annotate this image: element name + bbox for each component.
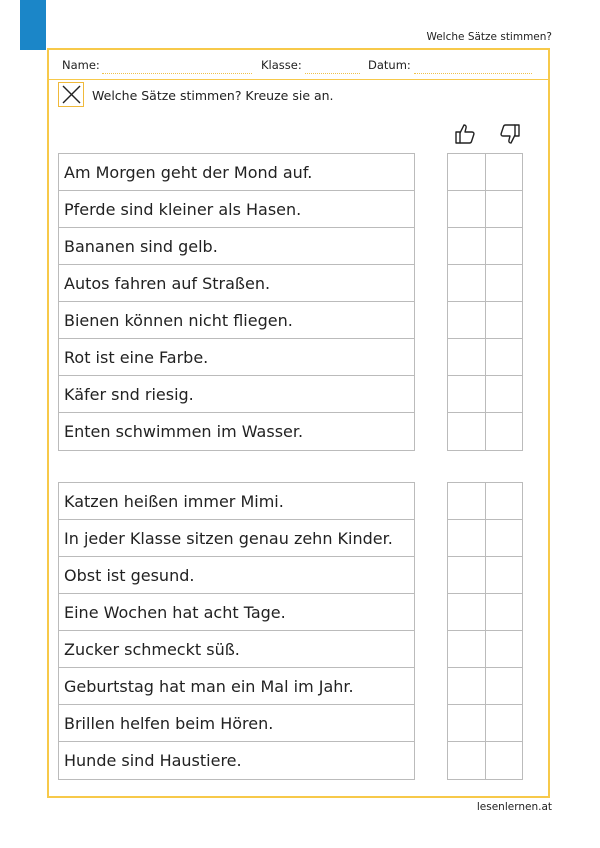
true-checkbox[interactable] — [448, 265, 486, 301]
statement-row: Brillen helfen beim Hören. — [59, 705, 414, 742]
false-checkbox[interactable] — [486, 191, 523, 227]
true-checkbox[interactable] — [448, 557, 486, 593]
statements-table-2 — [58, 482, 415, 780]
statement-row: Rot ist eine Farbe. — [59, 339, 414, 376]
thumbs-down-icon — [498, 122, 522, 146]
statement-row: Katzen heißen immer Mimi. — [59, 483, 414, 520]
statement-row: Zucker schmeckt süß. — [59, 631, 414, 668]
true-checkbox[interactable] — [448, 302, 486, 338]
false-checkbox[interactable] — [486, 742, 523, 779]
true-checkbox[interactable] — [448, 520, 486, 556]
statement-row: Am Morgen geht der Mond auf. — [59, 154, 414, 191]
checkbox-grid-2 — [447, 482, 523, 780]
cross-icon — [62, 85, 81, 104]
false-checkbox[interactable] — [486, 557, 523, 593]
false-checkbox[interactable] — [486, 339, 523, 375]
blue-corner-tab — [20, 0, 46, 50]
false-checkbox[interactable] — [486, 483, 523, 519]
false-checkbox[interactable] — [486, 594, 523, 630]
class-field[interactable] — [305, 73, 360, 74]
false-checkbox[interactable] — [486, 228, 523, 264]
statement-row: Obst ist gesund. — [59, 557, 414, 594]
date-label: Datum: — [368, 58, 411, 72]
true-checkbox[interactable] — [448, 483, 486, 519]
name-label: Name: — [62, 58, 100, 72]
false-checkbox[interactable] — [486, 668, 523, 704]
statement-row: Pferde sind kleiner als Hasen. — [59, 191, 414, 228]
footer-site: lesenlernen.at — [476, 801, 552, 813]
statement-row: Hunde sind Haustiere. — [64, 751, 242, 770]
true-checkbox[interactable] — [448, 228, 486, 264]
true-checkbox[interactable] — [448, 339, 486, 375]
false-checkbox[interactable] — [486, 302, 523, 338]
false-checkbox[interactable] — [486, 265, 523, 301]
header-divider — [49, 79, 549, 80]
statement-row: In jeder Klasse sitzen genau zehn Kinder. — [59, 520, 414, 557]
false-checkbox[interactable] — [486, 376, 523, 412]
statement-row: Käfer snd riesig. — [59, 376, 414, 413]
header-title: Welche Sätze stimmen? — [426, 31, 552, 43]
false-checkbox[interactable] — [486, 520, 523, 556]
true-checkbox[interactable] — [448, 413, 486, 450]
name-field[interactable] — [102, 73, 252, 74]
statement-row: Eine Wochen hat acht Tage. — [59, 594, 414, 631]
true-checkbox[interactable] — [448, 594, 486, 630]
false-checkbox[interactable] — [486, 631, 523, 667]
statement-row: Geburtstag hat man ein Mal im Jahr. — [59, 668, 414, 705]
true-checkbox[interactable] — [448, 376, 486, 412]
true-checkbox[interactable] — [448, 631, 486, 667]
statement-row: Autos fahren auf Straßen. — [59, 265, 414, 302]
class-label: Klasse: — [261, 58, 302, 72]
statement-row: Enten schwimmen im Wasser. — [64, 422, 304, 441]
true-checkbox[interactable] — [448, 154, 486, 190]
true-checkbox[interactable] — [448, 191, 486, 227]
true-checkbox[interactable] — [448, 705, 486, 741]
false-checkbox[interactable] — [486, 154, 523, 190]
checkbox-grid-1 — [447, 153, 523, 451]
thumbs-up-icon — [453, 122, 477, 146]
task-icon-box — [58, 82, 84, 107]
date-field[interactable] — [414, 73, 532, 74]
false-checkbox[interactable] — [486, 705, 523, 741]
statement-row: Bienen können nicht fliegen. — [59, 302, 414, 339]
true-checkbox[interactable] — [448, 668, 486, 704]
false-checkbox[interactable] — [486, 413, 523, 450]
statements-table-1 — [58, 153, 415, 451]
true-checkbox[interactable] — [448, 742, 486, 779]
task-instruction: Welche Sätze stimmen? Kreuze sie an. — [92, 88, 334, 103]
statement-row: Bananen sind gelb. — [59, 228, 414, 265]
